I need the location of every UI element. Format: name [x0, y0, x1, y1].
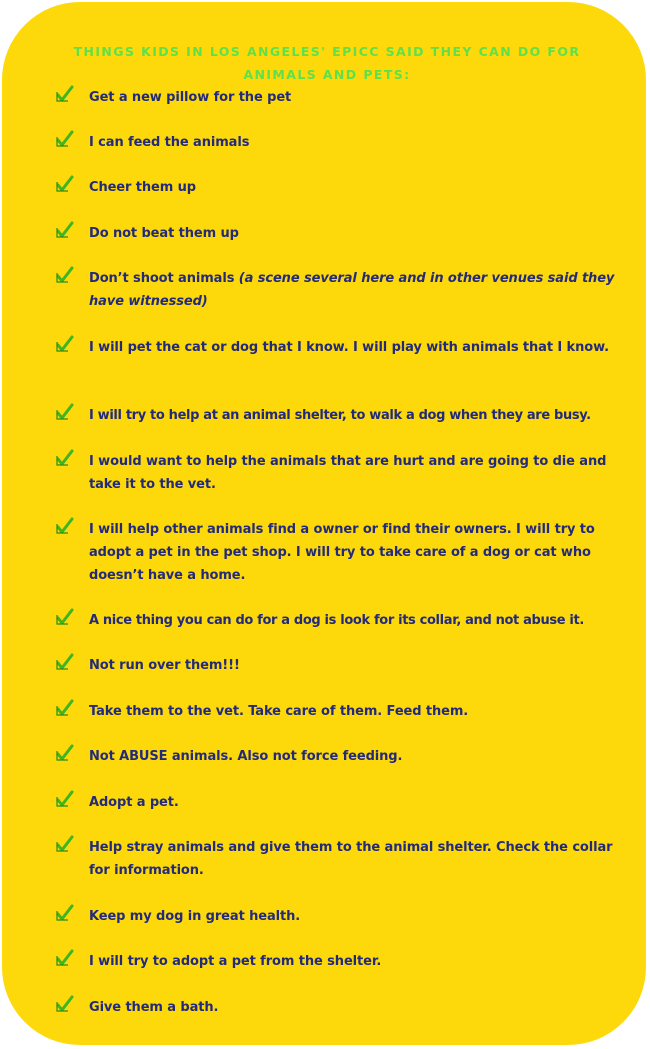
- check-icon: [56, 949, 74, 967]
- list-item: [52, 836, 622, 882]
- check-icon: [56, 175, 74, 193]
- check-icon: [56, 995, 74, 1013]
- list-item-text: Keep my dog in great health.: [89, 909, 301, 924]
- list-item-text-block: [89, 267, 622, 313]
- list-item-text: I would want to help the animals that are hurt and are going to die and take it to the vet.: [89, 454, 607, 492]
- list-item: [52, 609, 622, 632]
- list-item-text: A nice thing you can do for a dog is look for its collar, and not abuse it.: [89, 613, 584, 628]
- list-item: [52, 518, 622, 587]
- list-item: [52, 745, 622, 768]
- check-icon: [56, 835, 74, 853]
- list-item-text: I will pet the cat or dog that I know. I will play with animals that I know.: [89, 340, 609, 355]
- list-item: [52, 222, 622, 245]
- info-card: [2, 2, 646, 1045]
- check-icon: [56, 653, 74, 671]
- list-item: [52, 450, 622, 496]
- tips-list: [2, 2, 646, 1045]
- list-item: [52, 131, 622, 154]
- list-item-text: Get a new pillow for the pet: [89, 90, 292, 105]
- list-item: [52, 267, 622, 313]
- list-item-text: Help stray animals and give them to the animal shelter. Check the collar for information.: [89, 840, 613, 878]
- list-item-text: Not run over them!!!: [89, 658, 240, 673]
- list-item-text: Don’t shoot animals: [89, 271, 239, 286]
- list-item: [52, 404, 622, 427]
- list-item: [52, 791, 622, 814]
- list-item-text: Adopt a pet.: [89, 795, 179, 810]
- check-icon: [56, 744, 74, 762]
- list-item: [52, 905, 622, 928]
- list-item: [52, 336, 622, 359]
- check-icon: [56, 449, 74, 467]
- list-item-text: Cheer them up: [89, 180, 196, 195]
- list-item-text: Not ABUSE animals. Also not force feeding.: [89, 749, 403, 764]
- check-icon: [56, 266, 74, 284]
- check-icon: [56, 85, 74, 103]
- list-item-text: I can feed the animals: [89, 135, 250, 150]
- list-item-text: Give them a bath.: [89, 1000, 219, 1015]
- card-title: THINGS KIDS IN LOS ANGELES' EPICC SAID THEY CAN DO FOR ANIMALS AND PETS:: [73, 44, 581, 82]
- list-item-text: Do not beat them up: [89, 226, 239, 241]
- check-icon: [56, 517, 74, 535]
- check-icon: [56, 790, 74, 808]
- list-item-note: (a scene several here and in other venues said they have witnessed): [89, 271, 615, 309]
- check-icon: [56, 335, 74, 353]
- list-item-text: I will try to adopt a pet from the shelter.: [89, 954, 382, 969]
- check-icon: [56, 608, 74, 626]
- list-item-text: Take them to the vet. Take care of them. Feed them.: [89, 704, 469, 719]
- check-icon: [56, 904, 74, 922]
- list-item: [52, 176, 622, 199]
- check-icon: [56, 699, 74, 717]
- check-icon: [56, 221, 74, 239]
- list-item-text: I will try to help at an animal shelter, to walk a dog when they are busy.: [89, 408, 591, 423]
- check-icon: [56, 130, 74, 148]
- list-item: [52, 86, 622, 109]
- list-item: [52, 950, 622, 973]
- list-item: [52, 996, 622, 1019]
- list-item-text: I will help other animals find a owner or find their owners. I will try to adopt a pet in the pet shop. I will try to take care of a dog or cat who doesn’t have a home.: [89, 522, 595, 583]
- list-item: [52, 654, 622, 677]
- check-icon: [56, 403, 74, 421]
- list-item: [52, 700, 622, 723]
